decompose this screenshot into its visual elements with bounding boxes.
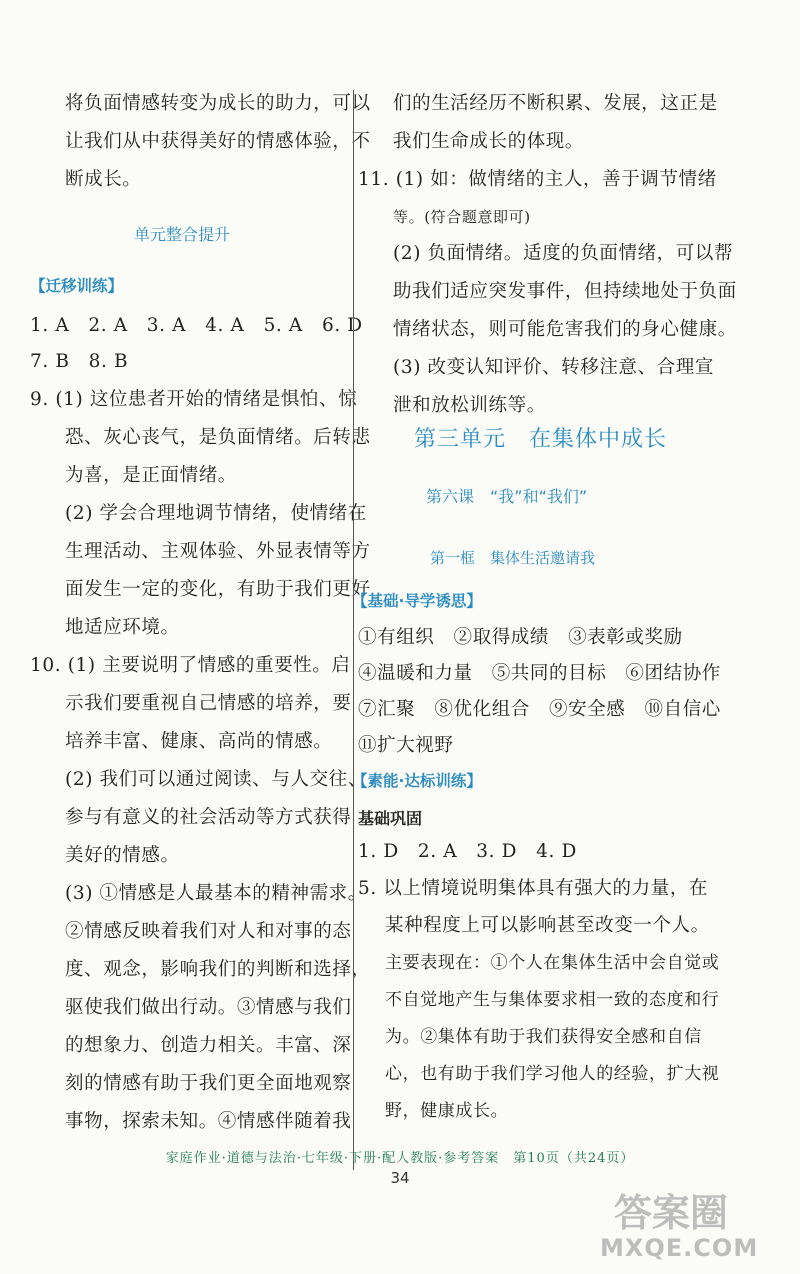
text-line: (2) 我们可以通过阅读、与人交往、 — [65, 769, 367, 790]
text-line: 为喜，是正面情绪。 — [65, 465, 237, 486]
watermark-logo — [594, 1182, 784, 1270]
running-footer: 家庭作业·道德与法治·七年级·下册·配人教版·参考答案 第10页（共24页） — [165, 1151, 635, 1166]
text-line: 参与有意义的社会活动等方式获得 — [65, 807, 352, 828]
text-line: ②情感反映着我们对人和对事的态 — [65, 921, 352, 942]
text-line: (2) 负面情绪。适度的负面情绪，可以帮 — [393, 243, 734, 264]
unit-title: 第三单元 在集体中成长 — [414, 427, 668, 452]
text-line: 度、观念，影响我们的判断和选择， — [65, 959, 371, 980]
section-title: 单元整合提升 — [134, 225, 231, 244]
base-label: 【基础·导学诱思】 — [352, 592, 482, 610]
text-line: 10. (1) 主要说明了情感的重要性。启 — [30, 655, 351, 676]
text-line: 泄和放松训练等。 — [393, 395, 546, 416]
text-line: (3) ①情感是人最基本的精神需求。 — [65, 883, 367, 904]
text-line: 11. (1) 如：做情绪的主人，善于调节情绪 — [358, 169, 717, 190]
frame-title: 第一框 集体生活邀请我 — [430, 549, 596, 567]
text-line: 不自觉地产生与集体要求相一致的态度和行 — [385, 990, 720, 1010]
text-line: 我们生命成长的体现。 — [393, 131, 585, 152]
text-line: 恐、灰心丧气，是负面情绪。后转悲 — [65, 427, 371, 448]
text-line: (2) 学会合理地调节情绪，使情绪在 — [65, 503, 367, 524]
text-line: 们的生活经历不断积累、发展，这正是 — [393, 93, 718, 114]
answer-line: ①有组织 ②取得成绩 ③表彰或奖励 — [358, 627, 683, 648]
page-number: 34 — [390, 1169, 410, 1187]
text-line: 等。(符合题意即可) — [393, 208, 531, 226]
answer-line: 1. A 2. A 3. A 4. A 5. A 6. D — [30, 315, 363, 336]
column-divider — [353, 90, 354, 1170]
answer-line: ④温暖和力量 ⑤共同的目标 ⑥团结协作 — [358, 663, 721, 684]
answer-line: 7. B 8. B — [30, 351, 129, 372]
text-line: 示我们要重视自己情感的培养，要 — [65, 693, 352, 714]
text-line: 的想象力、创造力相关。丰富、深 — [65, 1035, 352, 1056]
answer-line: 1. D 2. A 3. D 4. D — [358, 841, 577, 862]
text-line: (3) 改变认知评价、转移注意、合理宣 — [393, 357, 714, 378]
text-line: 心，也有助于我们学习他人的经验，扩大视 — [385, 1064, 720, 1084]
text-line: 为。②集体有助于我们获得安全感和自信 — [385, 1027, 702, 1047]
lesson-title: 第六课 “我”和“我们” — [426, 487, 588, 506]
text-line: 主要表现在：①个人在集体生活中会自觉或 — [385, 953, 720, 973]
watermark-bottom-text: MXQE.COM — [600, 1234, 759, 1262]
text-line: 9. (1) 这位患者开始的情绪是惧怕、惊 — [30, 389, 358, 410]
text-line: 情绪状态，则可能危害我们的身心健康。 — [393, 319, 737, 340]
skill-label: 【素能·达标训练】 — [352, 772, 482, 790]
text-line: 生理活动、主观体验、外显表情等方 — [65, 541, 371, 562]
watermark-top-text: 答案圈 — [614, 1191, 729, 1235]
text-line: 某种程度上可以影响甚至改变一个人。 — [385, 915, 710, 936]
answer-line: ⑪扩大视野 — [358, 735, 454, 756]
text-line: 培养丰富、健康、高尚的情感。 — [65, 731, 333, 752]
text-line: 驱使我们做出行动。③情感与我们 — [65, 997, 352, 1018]
text-line: 助我们适应突发事件，但持续地处于负面 — [393, 281, 737, 302]
text-line: 地适应环境。 — [65, 617, 180, 638]
practice-label: 【迁移训练】 — [30, 277, 124, 295]
consolidate-heading: 基础巩固 — [358, 809, 423, 828]
text-line: 事物，探索未知。④情感伴随着我 — [65, 1111, 352, 1132]
text-line: 美好的情感。 — [65, 845, 180, 866]
text-line: 将负面情感转变为成长的助力，可以 — [65, 93, 371, 114]
text-line: 让我们从中获得美好的情感体验，不 — [65, 131, 371, 152]
text-line: 野，健康成长。 — [385, 1101, 509, 1121]
answer-line: ⑦汇聚 ⑧优化组合 ⑨安全感 ⑩自信心 — [358, 699, 721, 720]
text-line: 断成长。 — [65, 169, 142, 190]
text-line: 5. 以上情境说明集体具有强大的力量，在 — [358, 878, 709, 899]
text-line: 面发生一定的变化，有助于我们更好 — [65, 579, 371, 600]
text-line: 刻的情感有助于我们更全面地观察 — [65, 1073, 352, 1094]
